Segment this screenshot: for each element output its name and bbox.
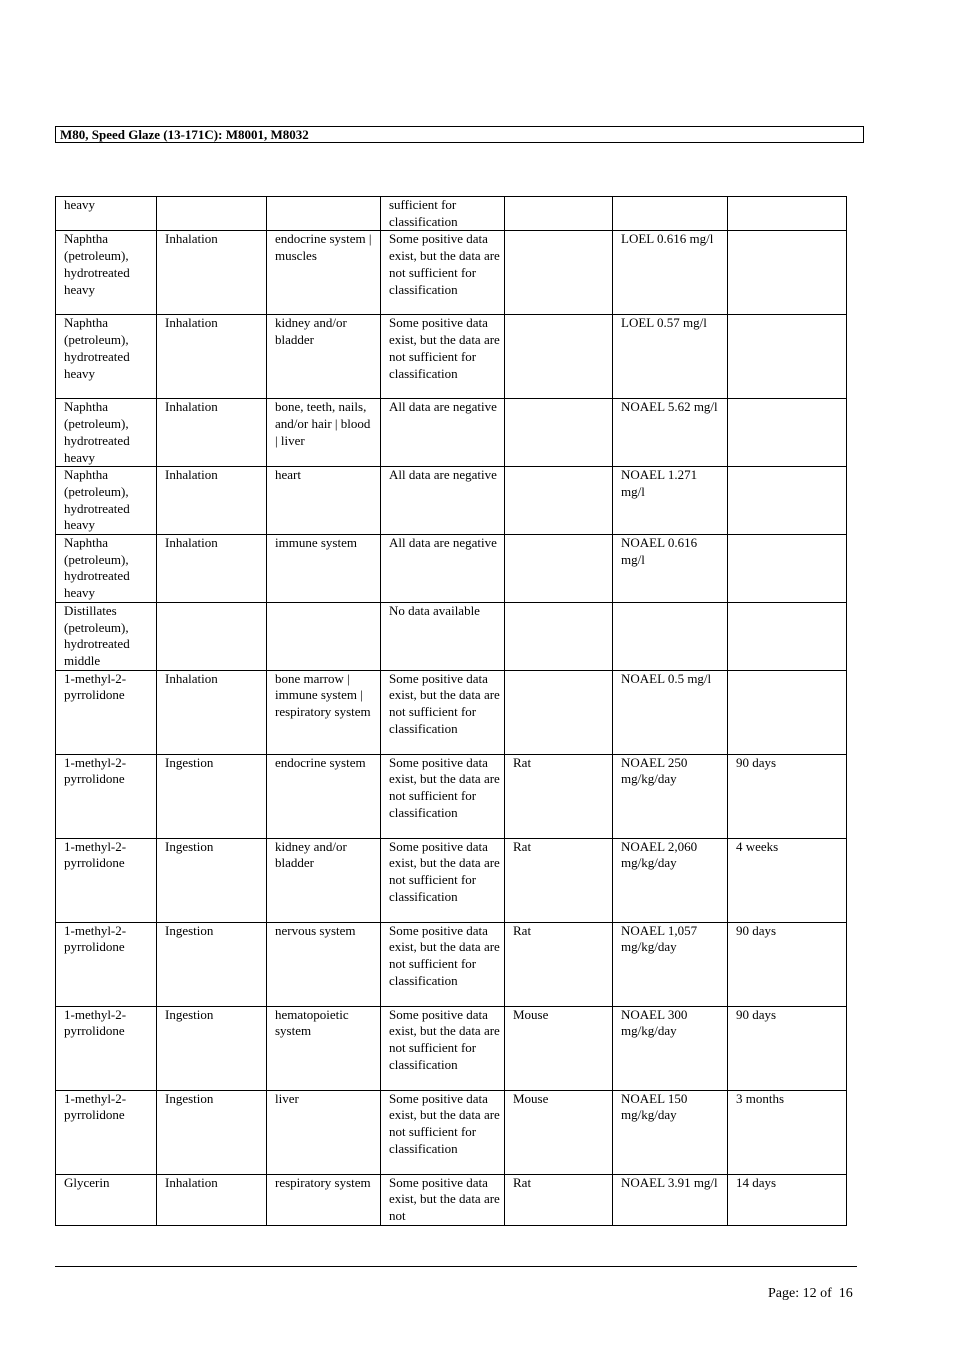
table-cell: NOAEL 0.5 mg/l <box>613 670 728 754</box>
table-cell: 1-methyl-2-pyrrolidone <box>56 1090 157 1174</box>
document-title: M80, Speed Glaze (13-171C): M8001, M8032 <box>60 127 309 142</box>
table-cell <box>157 602 267 670</box>
table-cell: 1-methyl-2-pyrrolidone <box>56 838 157 922</box>
table-cell: heavy <box>56 197 157 231</box>
table-cell: NOAEL 1.271 mg/l <box>613 467 728 535</box>
table-cell: Some positive data exist, but the data are not <box>381 1174 505 1225</box>
table-cell: nervous system <box>267 922 381 1006</box>
table-cell: respiratory system <box>267 1174 381 1225</box>
table-cell <box>505 670 613 754</box>
table-cell <box>505 467 613 535</box>
table-cell <box>157 197 267 231</box>
table-cell: 1-methyl-2-pyrrolidone <box>56 670 157 754</box>
table-cell <box>613 197 728 231</box>
table-cell <box>505 197 613 231</box>
table-cell: Some positive data exist, but the data are not sufficient for classification <box>381 670 505 754</box>
table-cell: 90 days <box>728 922 847 1006</box>
table-cell: NOAEL 1,057 mg/kg/day <box>613 922 728 1006</box>
table-cell: 1-methyl-2-pyrrolidone <box>56 1006 157 1090</box>
table-cell: kidney and/or bladder <box>267 838 381 922</box>
table-row <box>56 602 847 670</box>
table-cell <box>728 231 847 315</box>
table-cell: No data available <box>381 602 505 670</box>
table-cell: Ingestion <box>157 922 267 1006</box>
table-cell: sufficient for classification <box>381 197 505 231</box>
table-cell <box>267 197 381 231</box>
table-cell: Rat <box>505 1174 613 1225</box>
table-cell: Ingestion <box>157 838 267 922</box>
table-row <box>56 922 847 1006</box>
table-cell: Naphtha (petroleum), hydrotreated heavy <box>56 399 157 467</box>
table-cell: NOAEL 2,060 mg/kg/day <box>613 838 728 922</box>
table-cell: Distillates (petroleum), hydrotreated middle <box>56 602 157 670</box>
table-cell: Inhalation <box>157 1174 267 1225</box>
table-cell: Ingestion <box>157 1090 267 1174</box>
table-cell: Inhalation <box>157 535 267 603</box>
table-cell: Inhalation <box>157 399 267 467</box>
table-row <box>56 399 847 467</box>
table-cell: immune system <box>267 535 381 603</box>
table-cell: Inhalation <box>157 315 267 399</box>
table-row <box>56 1006 847 1090</box>
table-cell: heart <box>267 467 381 535</box>
table-cell <box>505 231 613 315</box>
table-cell: LOEL 0.616 mg/l <box>613 231 728 315</box>
document-header <box>55 126 864 143</box>
table-cell: 90 days <box>728 754 847 838</box>
table-cell: LOEL 0.57 mg/l <box>613 315 728 399</box>
table-cell: Naphtha (petroleum), hydrotreated heavy <box>56 467 157 535</box>
table-cell: 1-methyl-2-pyrrolidone <box>56 922 157 1006</box>
table-cell: Inhalation <box>157 670 267 754</box>
table-cell: Naphtha (petroleum), hydrotreated heavy <box>56 231 157 315</box>
table-cell: hematopoietic system <box>267 1006 381 1090</box>
table-cell: 14 days <box>728 1174 847 1225</box>
table-cell: Some positive data exist, but the data are not sufficient for classification <box>381 838 505 922</box>
table-cell: Rat <box>505 754 613 838</box>
table-cell: Some positive data exist, but the data are not sufficient for classification <box>381 754 505 838</box>
table-row <box>56 315 847 399</box>
table-cell <box>728 315 847 399</box>
table-cell: Inhalation <box>157 467 267 535</box>
table-cell: NOAEL 150 mg/kg/day <box>613 1090 728 1174</box>
table-row <box>56 670 847 754</box>
table-cell: Some positive data exist, but the data are not sufficient for classification <box>381 1006 505 1090</box>
table-cell: Inhalation <box>157 231 267 315</box>
table-cell: All data are negative <box>381 399 505 467</box>
table-cell: Mouse <box>505 1006 613 1090</box>
table-cell: Naphtha (petroleum), hydrotreated heavy <box>56 535 157 603</box>
table-cell: NOAEL 3.91 mg/l <box>613 1174 728 1225</box>
table-cell: Some positive data exist, but the data are not sufficient for classification <box>381 231 505 315</box>
table-cell: 90 days <box>728 1006 847 1090</box>
table-cell: All data are negative <box>381 535 505 603</box>
table-cell <box>728 197 847 231</box>
table-cell <box>728 670 847 754</box>
table-row <box>56 754 847 838</box>
table-row <box>56 467 847 535</box>
table-cell: NOAEL 300 mg/kg/day <box>613 1006 728 1090</box>
table-row <box>56 231 847 315</box>
table-cell <box>267 602 381 670</box>
table-cell: 3 months <box>728 1090 847 1174</box>
table-cell: 4 weeks <box>728 838 847 922</box>
table-cell <box>728 467 847 535</box>
table-cell: Naphtha (petroleum), hydrotreated heavy <box>56 315 157 399</box>
table-row <box>56 535 847 603</box>
table-cell: Some positive data exist, but the data are not sufficient for classification <box>381 922 505 1006</box>
table-row <box>56 197 847 231</box>
table-cell: Rat <box>505 922 613 1006</box>
table-cell <box>613 602 728 670</box>
table-cell: endocrine system | muscles <box>267 231 381 315</box>
table-cell: liver <box>267 1090 381 1174</box>
table-cell <box>505 399 613 467</box>
table-cell: Glycerin <box>56 1174 157 1225</box>
table-cell: 1-methyl-2-pyrrolidone <box>56 754 157 838</box>
table-cell <box>728 535 847 603</box>
table-row <box>56 838 847 922</box>
table-cell: bone, teeth, nails, and/or hair | blood | liver <box>267 399 381 467</box>
table-cell <box>505 315 613 399</box>
table-cell: endocrine system <box>267 754 381 838</box>
table-cell <box>505 535 613 603</box>
table-cell: Some positive data exist, but the data are not sufficient for classification <box>381 315 505 399</box>
table-cell: NOAEL 0.616 mg/l <box>613 535 728 603</box>
table-cell: NOAEL 250 mg/kg/day <box>613 754 728 838</box>
table-cell <box>728 399 847 467</box>
table-cell <box>728 602 847 670</box>
table-cell <box>505 602 613 670</box>
table-cell: Some positive data exist, but the data are not sufficient for classification <box>381 1090 505 1174</box>
table-cell: Rat <box>505 838 613 922</box>
table-cell: kidney and/or bladder <box>267 315 381 399</box>
table-cell: Ingestion <box>157 754 267 838</box>
table-cell: Ingestion <box>157 1006 267 1090</box>
table-cell: bone marrow | immune system | respiratory system <box>267 670 381 754</box>
footer-divider <box>55 1266 857 1267</box>
table-row <box>56 1090 847 1174</box>
table-cell: Mouse <box>505 1090 613 1174</box>
table-row <box>56 1174 847 1225</box>
page-number: Page: 12 of 16 <box>768 1286 853 1301</box>
toxicity-table <box>55 196 847 1226</box>
table-cell: NOAEL 5.62 mg/l <box>613 399 728 467</box>
table-cell: All data are negative <box>381 467 505 535</box>
